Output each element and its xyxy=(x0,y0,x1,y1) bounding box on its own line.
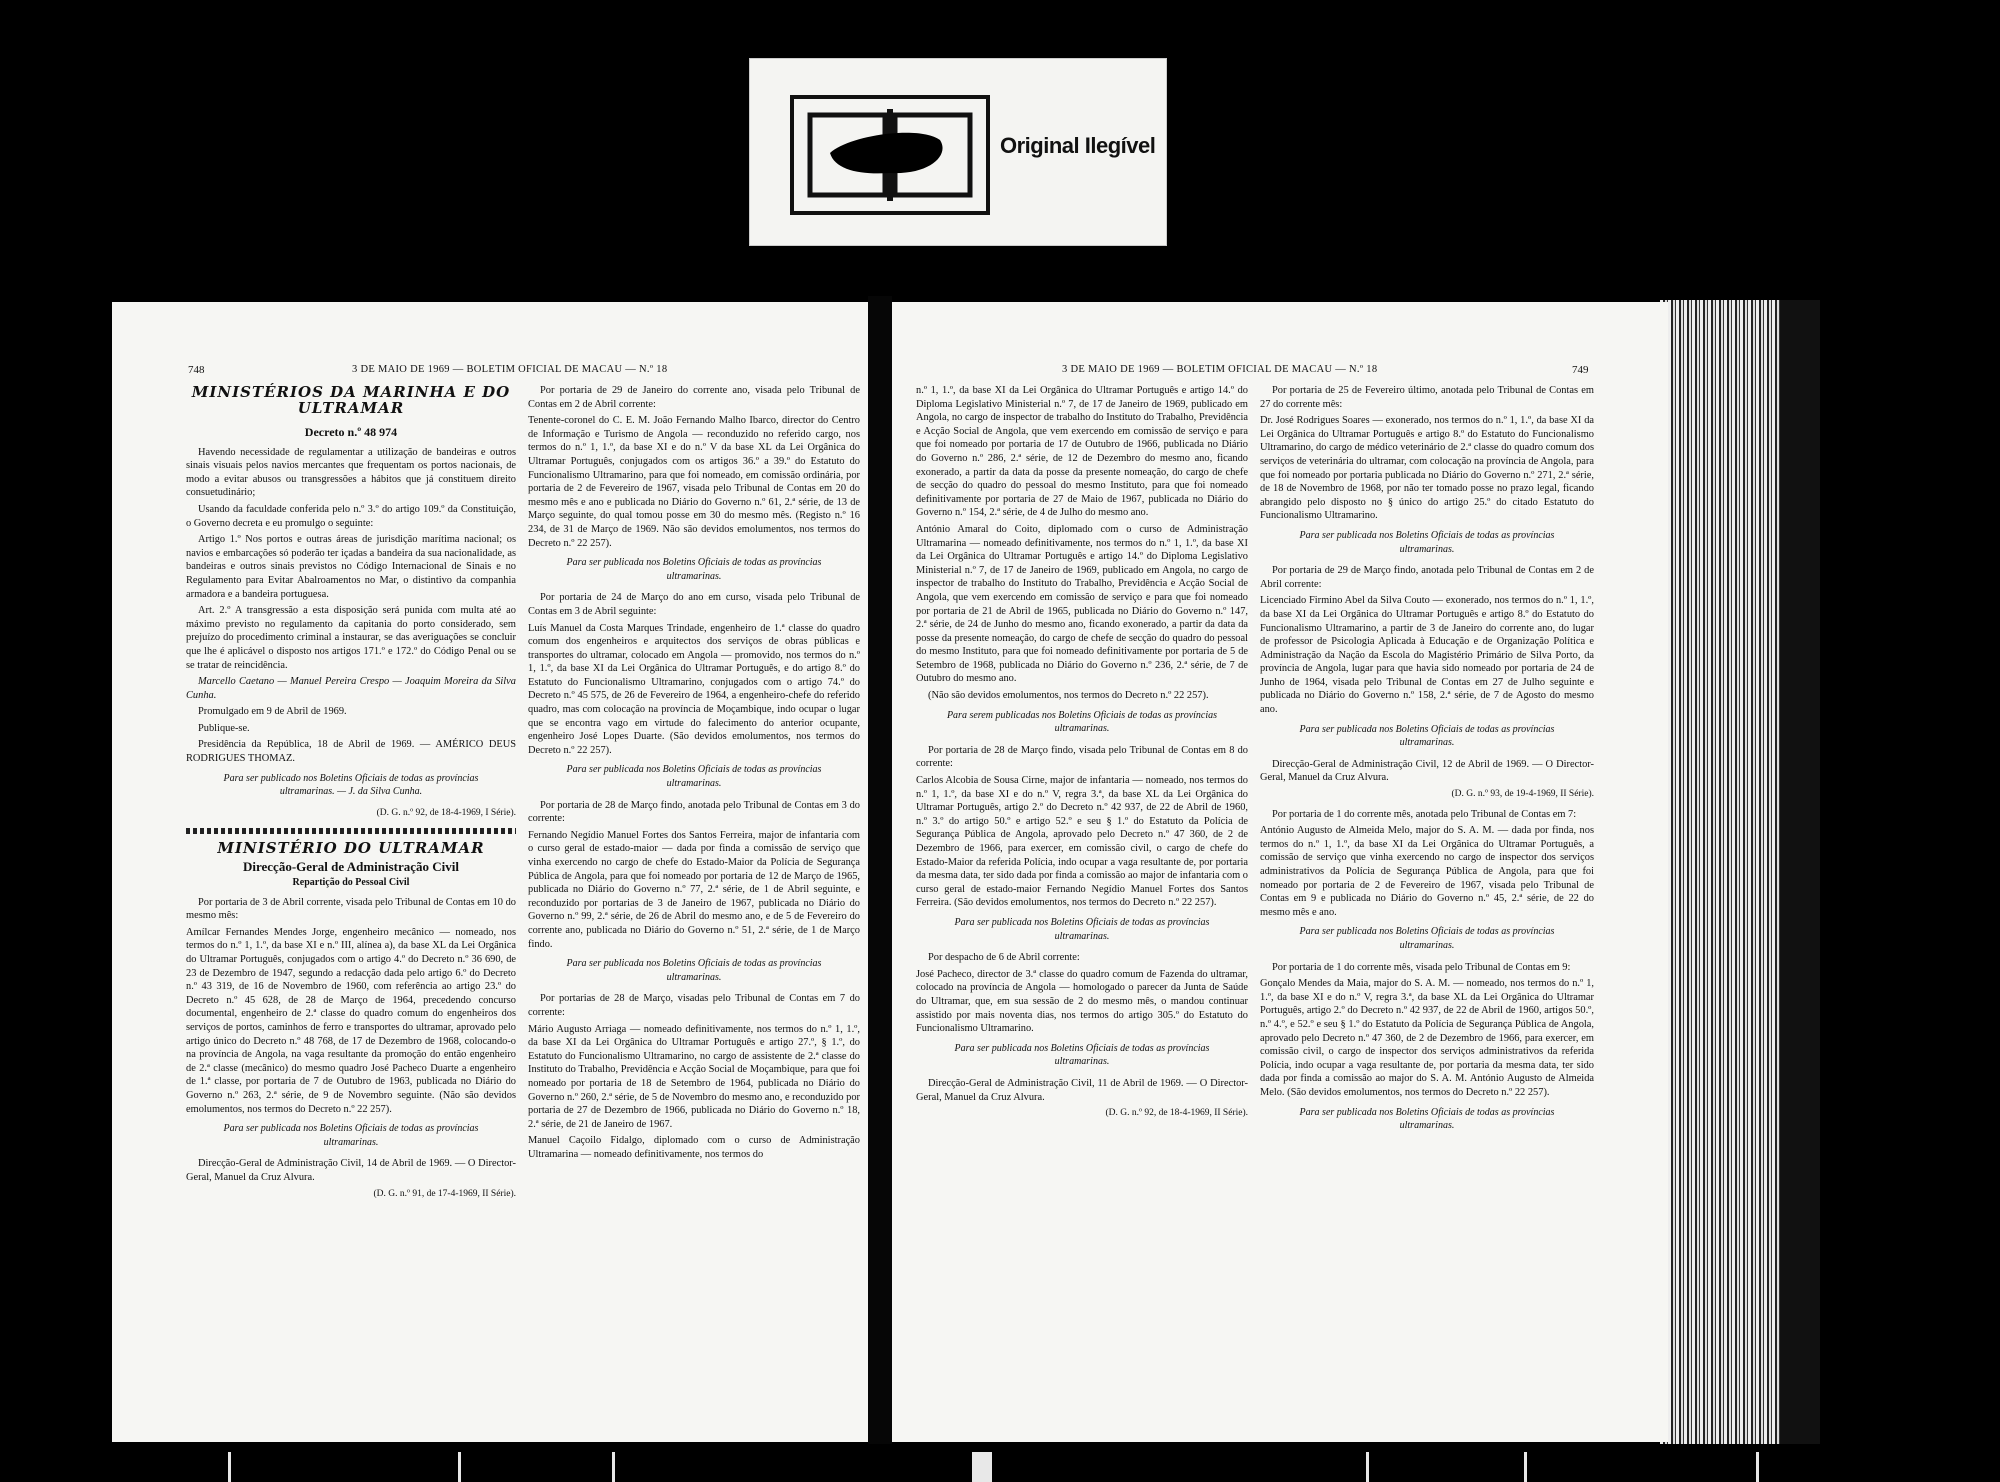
paragraph: Por portarias de 28 de Março, visadas pelo Tribunal de Contas em 7 do corrente: xyxy=(528,993,860,1018)
publication-note: Para ser publicada nos Boletins Oficiais de todas as províncias ultramarinas. xyxy=(566,764,822,790)
publication-note: Para ser publicada nos Boletins Oficiais de todas as províncias ultramarinas. xyxy=(954,1042,1210,1068)
paragraph: Por portaria de 29 de Março findo, anotada pelo Tribunal de Contas em 2 de Abril corrente: xyxy=(1260,565,1594,590)
film-bottom-strip xyxy=(0,1444,2000,1482)
paragraph: (Não são devidos emolumentos, nos termos do Decreto n.º 22 257). xyxy=(928,690,1209,702)
publication-note: Para serem publicadas nos Boletins Oficiais de todas as províncias ultramarinas. xyxy=(946,709,1218,735)
paragraph: Luís Manuel da Costa Marques Trindade, engenheiro de 1.ª classe do quadro comum dos engenheiros e arquitectos dos serviços de obras públicas e transportes do ultramar, colocado em Angola — promovido, nos termos do n.º 1, 1.º, da base XI da Lei Orgânica do Ultramar Português, e do artigo 8.º do Estatuto do Funcionalismo Ultramarino, conjugados com o artigo 74.º do Decreto n.º 45 575, de 26 de Fevereiro de 1964, a engenheiro-chefe do referido quadro, mas com colocação na província de Moçambique, indo ocupar o lugar que se encontra vago em virtude do falecimento do anterior ocupante, engenheiro José Lopes Duarte. (São devidos emolumentos, nos termos do Decreto n.º 22 257). xyxy=(528,622,860,756)
gazette-reference: (D. G. n.º 92, de 18-4-1969, I Série). xyxy=(376,807,516,818)
paragraph: Usando da faculdade conferida pelo n.º 3.º do artigo 109.º da Constituição, o Governo decreta e eu promulgo o seguinte: xyxy=(186,503,516,529)
paragraph: Por portaria de 29 de Janeiro do corrente ano, visada pelo Tribunal de Contas em 2 de Abril corrente: xyxy=(528,385,860,410)
page-number: 748 xyxy=(188,364,205,376)
publication-note: Para ser publicada nos Boletins Oficiais de todas as províncias ultramarinas. xyxy=(1299,529,1555,555)
paragraph: Publique-se. xyxy=(198,722,250,734)
paragraph: Havendo necessidade de regulamentar a utilização de bandeiras e outros sinais visuais pelos navios mercantes que frequentam os portos nacionais, de modo a evitar abusos ou transgressões a hábitos que já constituem direito consuetudinário; xyxy=(186,446,516,499)
paragraph: Amílcar Fernandes Mendes Jorge, engenheiro mecânico — nomeado, nos termos do n.º 1, 1.º, da base XI e n.º III, alínea a), da base XL da Lei Orgânica do Ultramar Português, conjugados com o artigo 4.º do Decreto n.º 36 690, de 23 de Dezembro de 1947, segundo a redacção dada pelo artigo 6.º do Decreto n.º 43 319, de 16 de Novembro de 1960, com referência ao artigo 23.º do Decreto n.º 45 628, de 28 de Março de 1964, precedendo concurso documental, engenheiro de 2.ª classe do quadro comum do engenheiros dos serviços de portos, caminhos de ferro e transportes do ultramar, aprovado pelo artigo único do Decreto n.º 48 768, de 17 de Dezembro de 1968, colocando-o na província de Angola, na vaga resultante da promoção do então engenheiro de 2.ª classe (mecânico) do mesmo quadro José Pacheco Duarte a engenheiro de 1.ª classe, por portaria de 7 de Outubro de 1963, publicada no Diário do Governo n.º 263, 2.ª série, de 9 de Novembro seguinte. (Não são devidos emolumentos, nos termos do Decreto n.º 22 257). xyxy=(186,926,516,1115)
book-gutter xyxy=(868,296,892,1446)
illegible-original-label: Original Ilegível xyxy=(1000,133,1156,158)
film-tick xyxy=(1366,1452,1369,1482)
paragraph: Fernando Negídio Manuel Fortes dos Santos Ferreira, major de infantaria com o curso geral de estado-maior — dada por finda a comissão de serviço que vinha exercendo no cargo de chefe do Estado-Maior da Polícia de Segurança Pública de Angola, para que foi nomeado por portaria de 12 de Março de 1965, publicada no Diário do Governo n.º 77, 2.ª série, de 1 de Abril seguinte, e reconduzido por portarias de 3 de Janeiro de 1967, publicada no Diário do Governo n.º 99, 2.ª série, de 26 de Abril do mesmo ano, e de 5 de Fevereiro do corrente ano, publicada no Diário do Governo n.º 51, 2.ª série, de 1 de Março findo. xyxy=(528,829,860,950)
decree-title: Decreto n.º 48 974 xyxy=(304,425,398,439)
signature: Direcção-Geral de Administração Civil, 12 de Abril de 1969. — O Director-Geral, Manuel da Cruz Alvura. xyxy=(1260,758,1594,784)
paragraph: Por portaria de 1 do corrente mês, anotada pelo Tribunal de Contas em 7: xyxy=(1272,808,1577,820)
paragraph: Por portaria de 28 de Março findo, anotada pelo Tribunal de Contas em 3 do corrente: xyxy=(528,799,860,825)
publication-note: Para ser publicada nos Boletins Oficiais de todas as províncias ultramarinas. xyxy=(566,958,822,983)
paragraph: Licenciado Firmino Abel da Silva Couto — exonerado, nos termos do n.º 1, 1.º, da base XI da Lei Orgânica do Ultramar Português e artigo 8.º do Estatuto do Funcionalismo Ultramarino, a partir de 3 de Janeiro do corrente ano, do lugar de professor de Psicologia Aplicada à Educação e de Organização Política e Administração da Nação da Escola do Magistério Primário de Silva Porto, da província de Angola, lugar para que havia sido nomeado por portaria de 24 de Junho de 1964, visada pelo Tribunal de Contas em 27 de Julho seguinte e publicada no Diário do Governo n.º 158, 2.ª série, de 7 de Agosto do mesmo ano. xyxy=(1260,595,1594,716)
running-head: 3 DE MAIO DE 1969 — BOLETIM OFICIAL DE MACAU — N.º 18 xyxy=(1062,364,1378,375)
column-left-b xyxy=(528,384,860,1164)
legibility-card xyxy=(749,58,1167,246)
gazette-reference: (D. G. n.º 92, de 18-4-1969, II Série). xyxy=(1105,1108,1248,1119)
paragraph: António Amaral do Coito, diplomado com o curso de Administração Ultramarina — nomeado definitivamente, nos termos do n.º 1, 1.º, da base XI da Lei Orgânica do Ultramar Português e artigo 14.º do Diploma Legislativo Ministerial n.º 7, de 17 de Janeiro de 1969, publicado em Angola, no cargo de inspector de trabalho do Instituto do Trabalho, Previdência e Acção Social de Angola, que vem exercendo em comissão de serviço e para que foi nomeado por portaria de 21 de Abril de 1965, publicada no Diário do Governo n.º 147, 2.ª série, de 24 de Junho do mesmo ano, ficando exonerado, a partir da data da posse da presente nomeação, do cargo de chefe de secção do quadro do pessoal do mesmo Instituto, para que foi nomeado definitivamente por portaria de 5 de Setembro de 1968, publicada no Diário do Governo n.º 236, 2.ª série, de 7 de Outubro do mesmo ano. xyxy=(916,523,1248,685)
publication-note: Para ser publicada nos Boletins Oficiais de todas as províncias ultramarinas. xyxy=(566,557,822,582)
paragraph: Mário Augusto Arriaga — nomeado definitivamente, nos termos do n.º 1, 1.º, da base XI da Lei Orgânica do Ultramar Português e artigo 27.º, § 1.º, do Estatuto do Funcionalismo Ultramarino, no cargo de assistente de 2.ª classe do Instituto do Trabalho, Previdência e Acção Social de Moçambique, para que foi nomeado por portaria de 18 de Setembro de 1964, publicada no Diário do Governo n.º 260, 2.ª série, de 5 de Novembro do mesmo ano, e reconduzido por portaria de 27 de Dezembro de 1966, publicada no Diário do Governo n.º 18, 2.ª série, de 21 de Janeiro de 1967. xyxy=(528,1023,860,1130)
section-divider xyxy=(186,828,516,834)
left-page xyxy=(112,302,874,1442)
gazette-reference: (D. G. n.º 93, de 19-4-1969, II Série). xyxy=(1451,789,1594,800)
film-tick xyxy=(612,1452,615,1482)
section-heading: Repartição do Pessoal Civil xyxy=(292,877,410,889)
page-number: 749 xyxy=(1572,364,1589,376)
publication-note: Para ser publicada nos Boletins Oficiais de todas as províncias ultramarinas. xyxy=(954,916,1210,942)
paragraph: Carlos Alcobia de Sousa Cirne, major de infantaria — nomeado, nos termos do n.º 1, 1.º, da base XI e do n.º V, regra 3.ª, da base XL da Lei Orgânica do Ultramar Português, artigo 2.º do Decreto n.º 42 937, de 22 de Abril de 1960, n.º 3.º do artigo 50.º e artigo 52.º e seu § 1.º do Estatuto da Polícia de Segurança Pública de Angola, aprovado pelo Decreto n.º 47 360, de 2 de Dezembro de 1966, para exercer, em comissão civil, o cargo de chefe do Estado-Maior da referida Polícia, indo ocupar a vaga resultante de, por portaria da mesma data, ter sido dada por finda a comissão ao major de infantaria com o curso geral de estado-maior Fernando Negídio Manuel Fortes dos Santos Ferreira. (São devidos emolumentos, nos termos do Decreto n.º 22 257). xyxy=(916,775,1248,909)
ministry-heading: MINISTÉRIO DO ULTRAMAR xyxy=(217,839,485,858)
paragraph: Por portaria de 25 de Fevereiro último, anotada pelo Tribunal de Contas em 27 do corrente mês: xyxy=(1260,385,1594,410)
paragraph: Promulgado em 9 de Abril de 1969. xyxy=(198,706,347,718)
directorate-heading: Direcção-Geral de Administração Civil xyxy=(242,859,460,875)
signature: Direcção-Geral de Administração Civil, 11 de Abril de 1969. — O Director-Geral, Manuel da Cruz Alvura. xyxy=(916,1077,1248,1103)
publication-note: Para ser publicada nos Boletins Oficiais de todas as províncias ultramarinas. xyxy=(1299,926,1555,951)
open-book-icon xyxy=(790,95,990,215)
paragraph: Art. 2.º A transgressão a esta disposição será punida com multa até ao máximo previsto no regulamento da capitania do porto considerado, sem prejuízo do procedimento criminal a instaurar, se das averiguações se concluir que lhe é aplicável o disposto nos artigos 171.º e 172.º do Código Penal ou se se tratar de reincidência. xyxy=(186,605,516,671)
paragraph: n.º 1, 1.º, da base XI da Lei Orgânica do Ultramar Português e artigo 14.º do Diploma Legislativo Ministerial n.º 7, de 17 de Janeiro de 1969, publicado em Angola, no cargo de inspector de trabalho do Instituto do Trabalho, Previdência e Acção Social de Angola, que vem exercendo em comissão de serviço e para que foi nomeado por portaria de 17 de Outubro de 1966, publicada no Diário do Governo n.º 286, 2.ª série, de 12 de Dezembro do mesmo ano, ficando exonerado, a partir da data da posse da presente nomeação, do cargo de chefe de secção do quadro do pessoal do mesmo Instituto, para que foi nomeado definitivamente por portaria de 27 de Maio de 1967, publicada no Diário do Governo n.º 154, 2.ª série, de 4 de Julho do mesmo ano. xyxy=(916,385,1248,519)
book-page-edges xyxy=(1660,300,1800,1450)
publication-note: Para ser publicada nos Boletins Oficiais de todas as províncias ultramarinas. xyxy=(223,1123,479,1148)
paragraph: Artigo 1.º Nos portos e outras áreas de jurisdição marítima nacional; os navios e embarcações só poderão ter içadas a bandeira da sua nacionalidade, as bandeiras e outros sinais previstos no Código Internacional de Sinais e no Regulamento para Evitar Abalroamentos no Mar, o distintivo da companhia armadora e a bandeira portuguesa. xyxy=(186,534,516,600)
publication-note: Para ser publicada nos Boletins Oficiais de todas as províncias ultramarinas. xyxy=(1299,1106,1555,1132)
film-tick xyxy=(1524,1452,1527,1482)
paragraph: Por portaria de 1 do corrente mês, visada pelo Tribunal de Contas em 9: xyxy=(1272,961,1571,973)
paragraph: Por despacho de 6 de Abril corrente: xyxy=(928,952,1080,964)
column-left-a xyxy=(186,384,516,1207)
book-edge-shadow xyxy=(1780,300,1820,1450)
paragraph: Tenente-coronel do C. E. M. João Fernando Malho Ibarco, director do Centro de Informação e Turismo de Angola — reconduzido no referido cargo, nos termos do n.º 1, 1.º, da base XI e do n.º V da base XL da Lei Orgânica do Ultramar Português, conjugados com os artigos 36.º a 39.º do Estatuto do Funcionalismo Ultramarino, para que foi nomeado, em comissão ordinária, por portaria de 2 de Fevereiro de 1967, visada pelo Tribunal de Contas em 20 do mesmo mês e ano e publicada no Diário do Governo n.º 61, 2.ª série, de 13 de Março seguinte, do qual tomou posse em 30 do mesmo mês. (Registo n.º 16 234, de 31 de Março de 1969. Não são devidos emolumentos, nos termos do Decreto n.º 22 257). xyxy=(528,415,860,549)
paragraph: Por portaria de 28 de Março findo, visada pelo Tribunal de Contas em 8 do corrente: xyxy=(916,744,1248,770)
paragraph: Por portaria de 24 de Março do ano em curso, visada pelo Tribunal de Contas em 3 de Abril seguinte: xyxy=(528,592,860,617)
film-tick xyxy=(1756,1452,1759,1482)
paragraph: Marcello Caetano — Manuel Pereira Crespo — Joaquim Moreira da Silva Cunha. xyxy=(186,676,516,701)
paragraph: Manuel Caçoilo Fidalgo, diplomado com o curso de Administração Ultramarina — nomeado definitivamente, nos termos do xyxy=(528,1135,860,1160)
publication-note: Para ser publicada nos Boletins Oficiais de todas as províncias ultramarinas. xyxy=(1299,723,1555,749)
column-right-a xyxy=(916,384,1248,1127)
gazette-reference: (D. G. n.º 91, de 17-4-1969, II Série). xyxy=(373,1188,516,1199)
paragraph: Presidência da República, 18 de Abril de 1969. — AMÉRICO DEUS RODRIGUES THOMAZ. xyxy=(186,739,516,765)
paragraph: Por portaria de 3 de Abril corrente, visada pelo Tribunal de Contas em 10 do mesmo mês: xyxy=(186,896,516,922)
publication-note: Para ser publicado nos Boletins Oficiais de todas as províncias ultramarinas. — J. da Silva Cunha. xyxy=(223,772,479,798)
paragraph: Gonçalo Mendes da Maia, major do S. A. M. — nomeado, nos termos do n.º 1, 1.º, da base XI e do n.º V, regra 3.ª, da base XL da Lei Orgânica do Ultramar Português, artigo 2.º do Decreto n.º 42 937, de 22 de Abril de 1960, artigos 50.º, n.º 4.º, e 52.º e seu § 1.º do Estatuto da Polícia de Segurança Pública de Angola, aprovado pelo Decreto n.º 47 360, de 2 de Dezembro de 1966, para exercer, em comissão civil, o cargo de inspector dos serviços administrativos da referida Polícia, indo ocupar a vaga resultante de, por portaria da mesma data, ter sido dada por finda a comissão ao major do S. A. M. António Augusto de Almeida Melo. (São devidos emolumentos, nos termos do Decreto n.º 22 257). xyxy=(1260,978,1594,1098)
column-right-b xyxy=(1260,384,1594,1141)
signature: Direcção-Geral de Administração Civil, 14 de Abril de 1969. — O Director-Geral, Manuel da Cruz Alvura. xyxy=(186,1158,516,1183)
paragraph: Dr. José Rodrigues Soares — exonerado, nos termos do n.º 1, 1.º, da base XI da Lei Orgânica do Ultramar Português e artigo 8.º do Estatuto do Funcionalismo Ultramarino, do cargo de médico veterinário de 2.ª classe do quadro comum dos serviços de veterinária do ultramar, com colocação na província de Angola, para que foi nomeado por portaria publicada no Diário do Governo n.º 271, 2.ª série, de 18 de Novembro de 1968, por não ter tomado posse no prazo legal, ficando abrangido pelo disposto no § único do artigo 25.º do citado Estatuto do Funcionalismo Ultramarino. xyxy=(1260,415,1594,522)
right-page xyxy=(882,302,1668,1442)
film-tick xyxy=(458,1452,461,1482)
paragraph: José Pacheco, director de 3.ª classe do quadro comum de Fazenda do ultramar, colocado na província de Angola — homologado o parecer da Junta de Saúde do Ultramar, que, em sua sessão de 2 do mesmo mês, o mandou continuar assistido por mais noventa dias, nos termos do artigo 305.º do Estatuto do Funcionalismo Ultramarino. xyxy=(916,968,1248,1035)
ministry-heading: MINISTÉRIOS DA MARINHA E DO ULTRAMAR xyxy=(191,383,511,417)
film-tick xyxy=(228,1452,231,1482)
film-tick xyxy=(972,1452,992,1482)
paragraph: António Augusto de Almeida Melo, major do S. A. M. — dada por finda, nos termos do n.º 1, 1.º, da base XI da Lei Orgânica do Ultramar Português, a comissão de serviço que vinha exercendo no cargo de inspector dos serviços administrativos da Polícia de Segurança Pública de Angola, para que foi nomeado por portaria de 2 de Fevereiro de 1967, visada pelo Tribunal de Contas em 9 e publicada no Diário do Governo n.º 45, 2.ª série, de 22 do mesmo mês e ano. xyxy=(1260,825,1594,918)
running-head: 3 DE MAIO DE 1969 — BOLETIM OFICIAL DE MACAU — N.º 18 xyxy=(352,364,668,375)
